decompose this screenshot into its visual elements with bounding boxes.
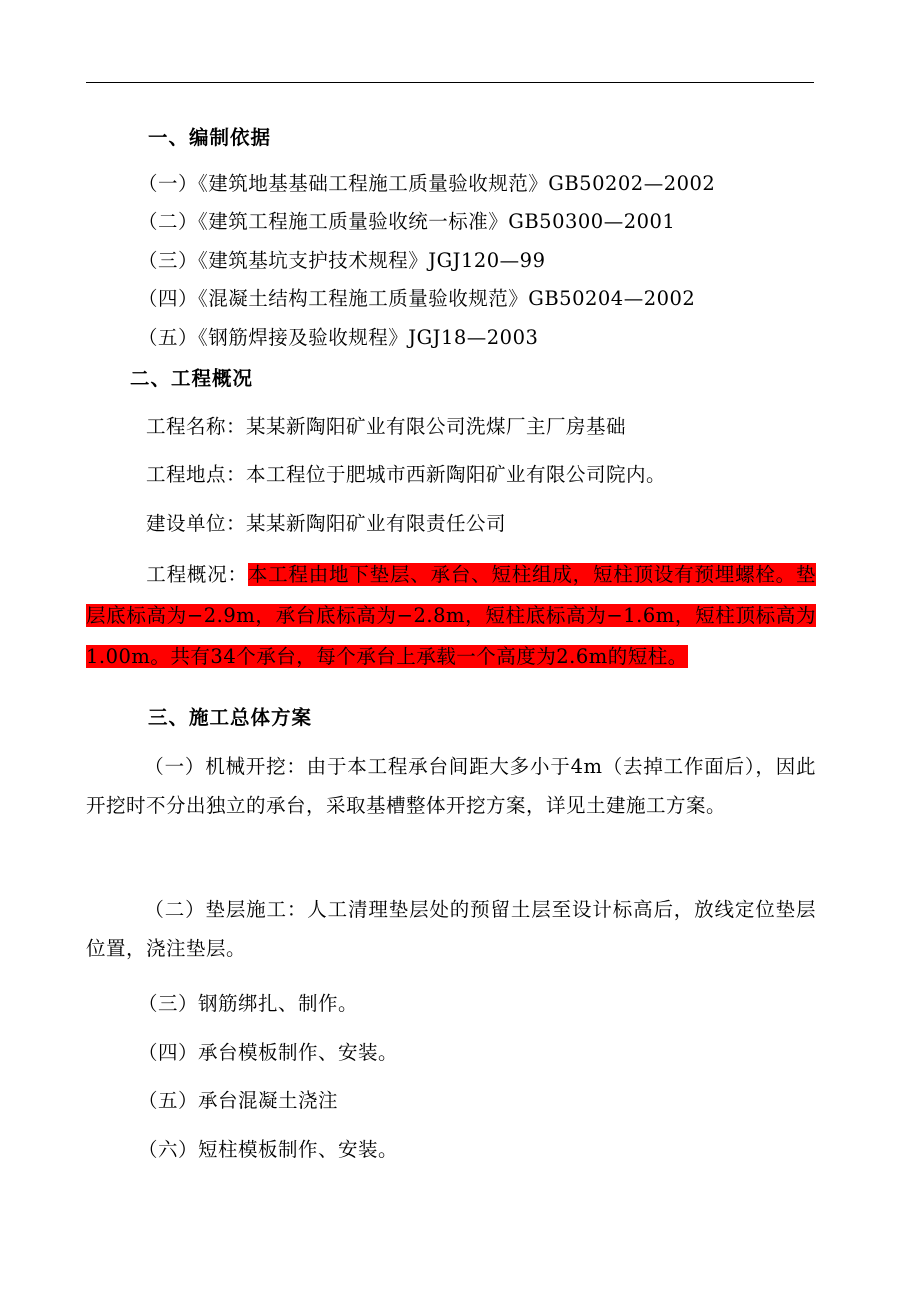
basis-item-4: （四）《混凝土结构工程施工质量验收规范》GB50204—2002 <box>138 287 696 310</box>
plan-item-1 <box>86 748 816 825</box>
construction-unit: 建设单位：某某新陶阳矿业有限责任公司 <box>146 512 507 535</box>
project-location: 工程地点：本工程位于肥城市西新陶阳矿业有限公司院内。 <box>146 463 667 486</box>
section3-heading: 三、施工总体方案 <box>148 706 313 729</box>
plan-item-3: （三）钢筋绑扎、制作。 <box>138 992 359 1015</box>
project-overview <box>86 554 816 677</box>
overview-label: 工程概况： <box>146 563 248 586</box>
section1-heading: 一、编制依据 <box>148 126 272 149</box>
plan-item-2-text: （二）垫层施工：人工清理垫层处的预留土层至设计标高后，放线定位垫层位置，浇注垫层。 <box>86 898 816 960</box>
basis-item-3: （三）《建筑基坑支护技术规程》JGJ120—99 <box>138 249 546 272</box>
basis-item-1: （一）《建筑地基基础工程施工质量验收规范》GB50202—2002 <box>138 172 716 195</box>
overview-highlight: 本工程由地下垫层、承台、短柱组成，短柱顶设有预埋螺栓。垫层底标高为−2.9m，承台底标高为−2.8m，短柱底标高为−1.6m，短柱顶标高为1.00m。共有34个承台，每个承台上承载一个高度为2.6m的短柱。 <box>86 563 816 668</box>
header-rule <box>86 82 814 83</box>
plan-item-6: （六）短柱模板制作、安装。 <box>138 1138 399 1161</box>
section2-heading: 二、工程概况 <box>130 367 254 390</box>
basis-item-2: （二）《建筑工程施工质量验收统一标准》GB50300—2001 <box>138 210 676 233</box>
plan-item-5: （五）承台混凝土浇注 <box>138 1089 339 1112</box>
plan-item-2 <box>86 891 816 968</box>
plan-item-1-text: （一）机械开挖：由于本工程承台间距大多小于4m（去掉工作面后），因此开挖时不分出独立的承台，采取基槽整体开挖方案，详见土建施工方案。 <box>86 755 816 817</box>
basis-item-5: （五）《钢筋焊接及验收规程》JGJ18—2003 <box>138 326 539 349</box>
plan-item-4: （四）承台模板制作、安装。 <box>138 1041 399 1064</box>
project-name: 工程名称：某某新陶阳矿业有限公司洗煤厂主厂房基础 <box>146 415 627 438</box>
